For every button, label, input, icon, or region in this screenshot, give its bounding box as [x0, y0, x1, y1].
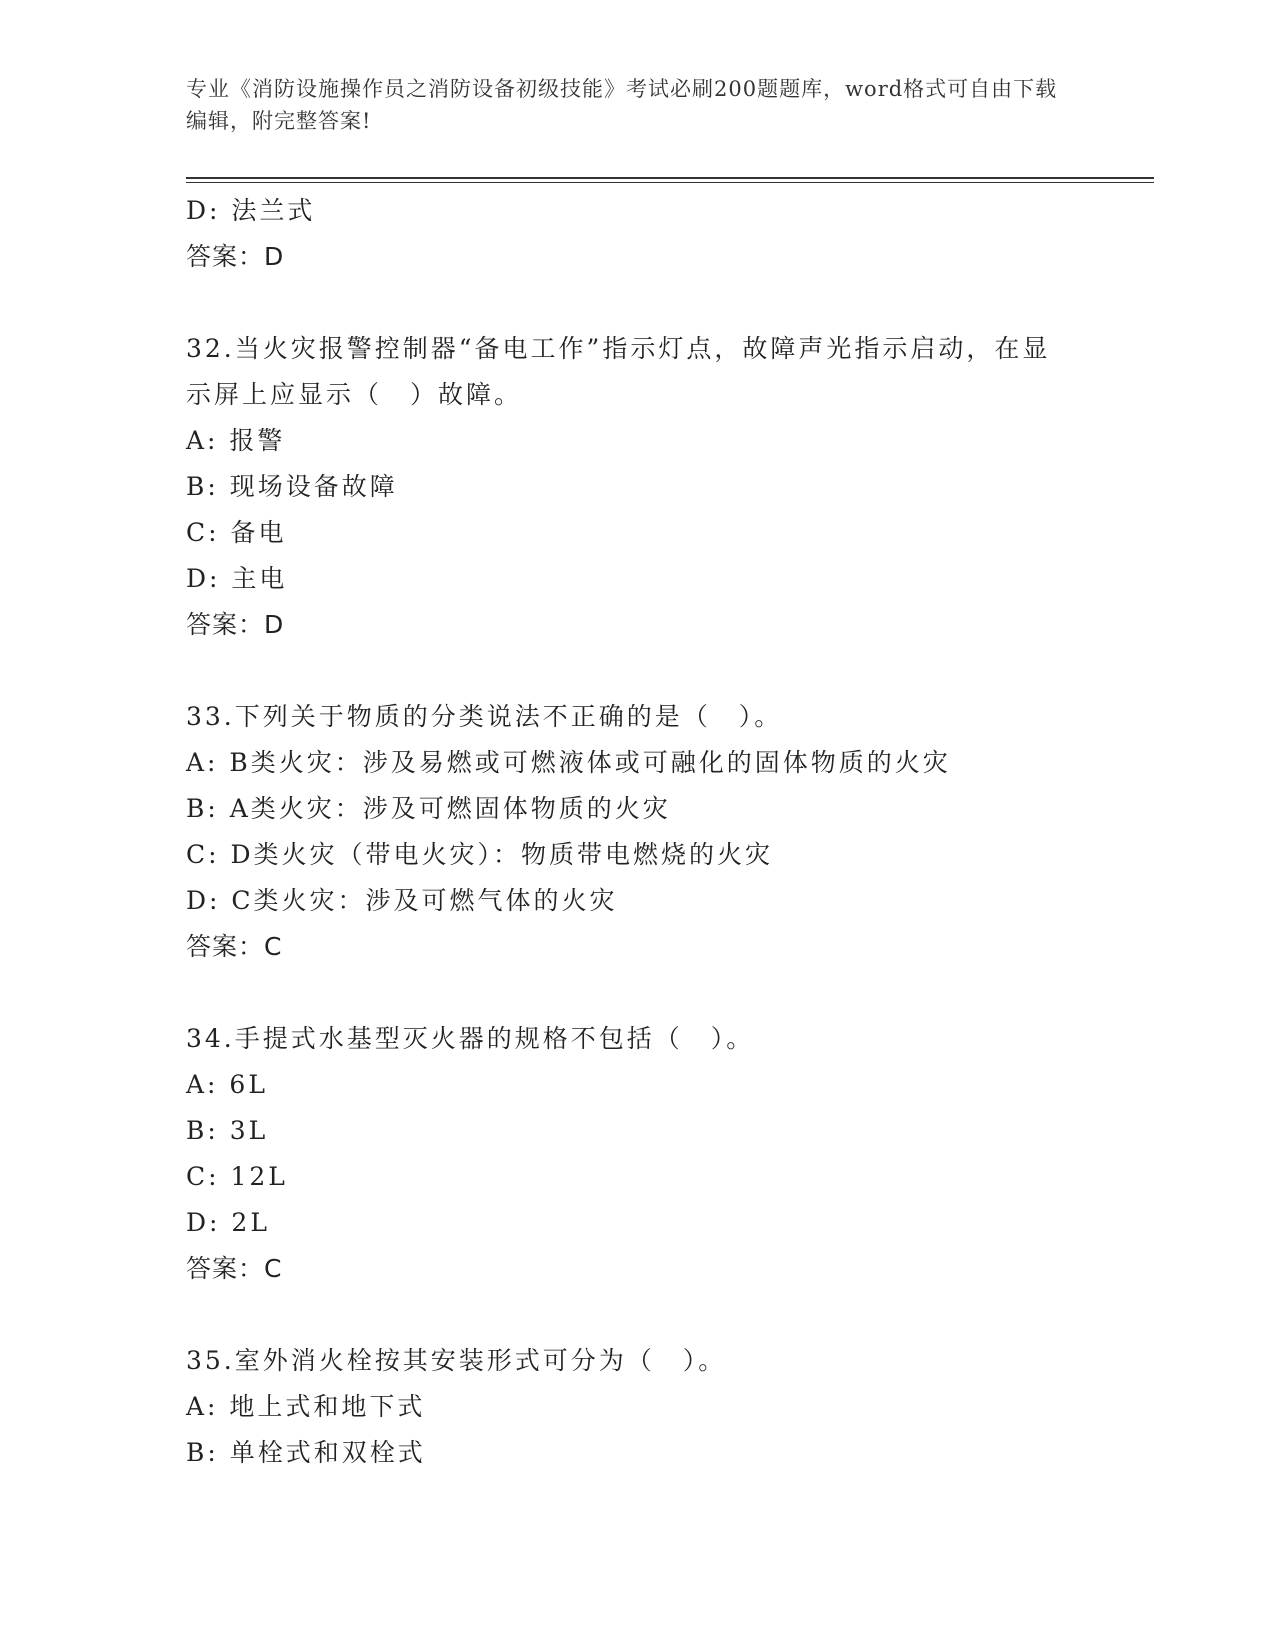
- answer: 答案：C: [186, 1254, 283, 1283]
- option-c: C: 12L: [186, 1162, 288, 1191]
- option-a: A: 地上式和地下式: [186, 1392, 426, 1421]
- option-b: B: 3L: [186, 1116, 269, 1145]
- header-rule-thin: [186, 182, 1154, 183]
- answer: 答案：C: [186, 932, 283, 961]
- option-a: A: B类火灾：涉及易燃或可燃液体或可融化的固体物质的火灾: [186, 748, 951, 777]
- question-35: [186, 1338, 1086, 1476]
- question-33: [186, 694, 1086, 970]
- question-text: 35.室外消火栓按其安装形式可分为（ ）。: [186, 1346, 727, 1375]
- header-rule-thick: [186, 177, 1154, 179]
- option-c: C: 备电: [186, 518, 287, 547]
- option-d: D: C类火灾：涉及可燃气体的火灾: [186, 886, 618, 915]
- question-text: 34.手提式水基型灭火器的规格不包括（ ）。: [186, 1024, 755, 1053]
- option-a: A: 报警: [186, 426, 286, 455]
- option-d: D: 法兰式: [186, 196, 316, 225]
- option-c: C: D类火灾（带电火灾）：物质带电燃烧的火灾: [186, 840, 774, 869]
- question-list: [186, 188, 1086, 1476]
- option-b: B: 现场设备故障: [186, 472, 398, 501]
- option-a: A: 6L: [186, 1070, 268, 1099]
- document-header: 专业《消防设施操作员之消防设备初级技能》考试必刷200题题库，word格式可自由下载编辑，附完整答案!: [186, 77, 1058, 133]
- option-d: D: 主电: [186, 564, 288, 593]
- option-b: B: A类火灾：涉及可燃固体物质的火灾: [186, 794, 671, 823]
- option-b: B: 单栓式和双栓式: [186, 1438, 426, 1467]
- question-34: [186, 1016, 1086, 1292]
- question-text: 32.当火灾报警控制器“备电工作”指示灯点，故障声光指示启动，在显示屏上应显示（ ）故障。: [186, 334, 1051, 409]
- answer: 答案：D: [186, 242, 285, 271]
- option-d: D: 2L: [186, 1208, 270, 1237]
- answer: 答案：D: [186, 610, 285, 639]
- question-text: 33.下列关于物质的分类说法不正确的是（ ）。: [186, 702, 783, 731]
- question-32: [186, 326, 1086, 648]
